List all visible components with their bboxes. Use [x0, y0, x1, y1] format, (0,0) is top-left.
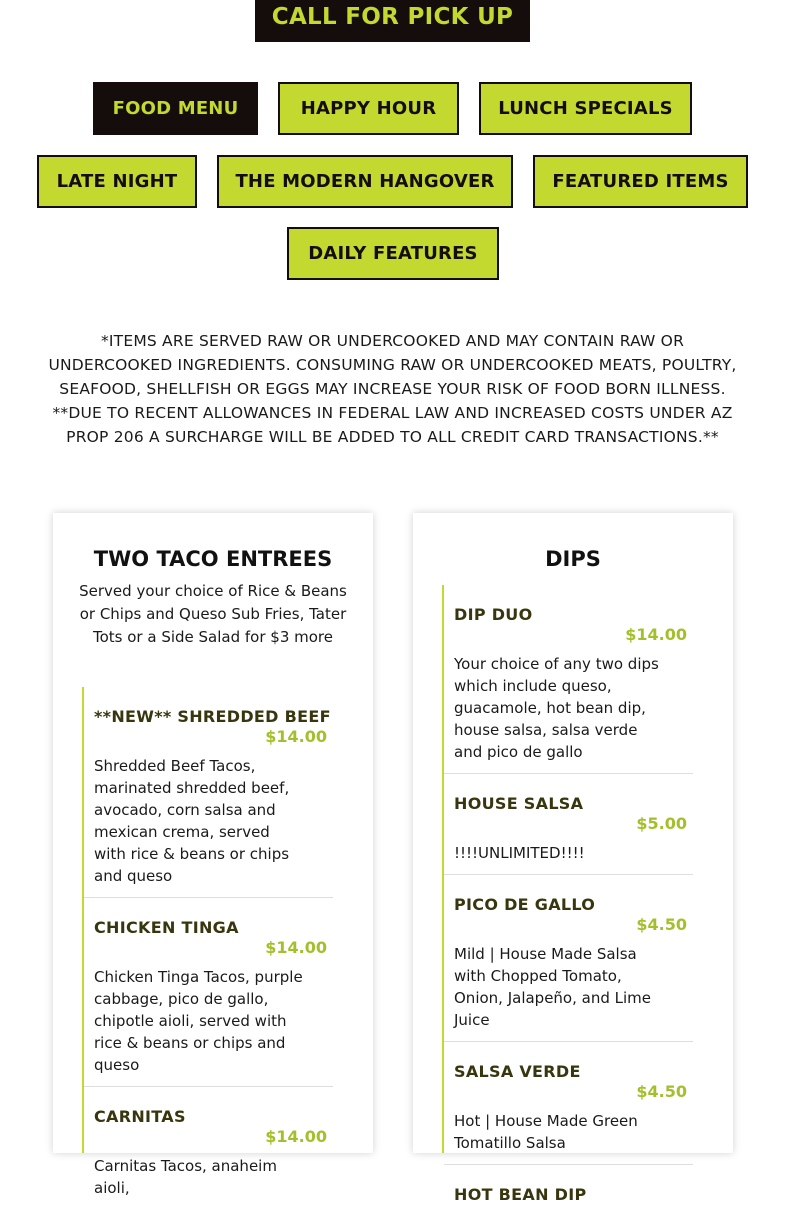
- menu-item-name: HOT BEAN DIP: [454, 1185, 587, 1204]
- menu-item: [444, 875, 693, 1042]
- menu-item: [84, 1087, 333, 1209]
- menu-item-price: $14.00: [625, 625, 687, 644]
- menu-item: [444, 1165, 693, 1205]
- menu-item-price: $4.50: [636, 1082, 687, 1101]
- tab-daily-features[interactable]: DAILY FEATURES: [287, 227, 499, 280]
- menu-item-name: DIP DUO: [454, 605, 533, 624]
- menu-item-price: $14.00: [265, 727, 327, 746]
- menu-item: [444, 1042, 693, 1165]
- menu-section-two-taco-entrees: [53, 513, 373, 1197]
- menu-item-description: Your choice of any two dips which include queso, guacamole, hot bean dip, house salsa, salsa verde and pico de gallo: [454, 655, 659, 761]
- call-for-pickup-button[interactable]: CALL FOR PICK UP: [255, 0, 530, 42]
- menu-section-dips: [413, 513, 733, 1204]
- menu-item: [84, 687, 333, 898]
- menu-item-name: SALSA VERDE: [454, 1062, 581, 1081]
- tab-featured-items[interactable]: FEATURED ITEMS: [533, 155, 748, 208]
- menu-item-price: $14.00: [265, 1127, 327, 1146]
- tab-late-night[interactable]: LATE NIGHT: [37, 155, 197, 208]
- menu-item-name: CHICKEN TINGA: [94, 918, 239, 937]
- menu-item-name: HOUSE SALSA: [454, 794, 584, 813]
- menu-item-description: Carnitas Tacos, anaheim aioli,: [94, 1157, 277, 1197]
- tab-happy-hour[interactable]: HAPPY HOUR: [278, 82, 459, 135]
- tab-the-modern-hangover[interactable]: THE MODERN HANGOVER: [217, 155, 513, 208]
- menu-item-description: Shredded Beef Tacos, marinated shredded beef, avocado, corn salsa and mexican crema, served with rice & beans or chips and queso: [94, 757, 290, 885]
- menu-item-list: [442, 585, 693, 1204]
- menu-item-description: Mild | House Made Salsa with Chopped Tomato, Onion, Jalapeño, and Lime Juice: [454, 945, 651, 1029]
- menu-item-price: $4.50: [636, 915, 687, 934]
- menu-item-price: $5.00: [636, 814, 687, 833]
- allergen-surcharge-notice: *ITEMS ARE SERVED RAW OR UNDERCOOKED AND MAY CONTAIN RAW OR UNDERCOOKED INGREDIENTS. CONSUMING RAW OR UNDERCOOKED MEATS, POULTRY, SEAFOOD, SHELLFISH OR EGGS MAY INCREASE YOUR RISK OF FOOD BORN ILLNESS. **DUE TO RECENT ALLOWANCES IN FEDERAL LAW AND INCREASED COSTS UNDER AZ PROP 206 A SURCHARGE WILL BE ADDED TO ALL CREDIT CARD TRANSACTIONS.**: [48, 332, 737, 446]
- menu-item-name: PICO DE GALLO: [454, 895, 596, 914]
- menu-item-description: Hot | House Made Green Tomatillo Salsa: [454, 1112, 638, 1152]
- section-subtitle: Served your choice of Rice & Beans or Chips and Queso Sub Fries, Tater Tots or a Side Salad for $3 more: [79, 582, 347, 646]
- menu-item-description: !!!!UNLIMITED!!!!: [454, 844, 585, 862]
- menu-item: [444, 585, 693, 774]
- tab-lunch-specials[interactable]: LUNCH SPECIALS: [479, 82, 692, 135]
- menu-item-list: [82, 687, 333, 1197]
- menu-item-name: CARNITAS: [94, 1107, 186, 1126]
- section-title: DIPS: [545, 547, 601, 571]
- tab-food-menu[interactable]: FOOD MENU: [93, 82, 258, 135]
- menu-item-name: **NEW** SHREDDED BEEF: [94, 707, 331, 726]
- menu-item: [84, 898, 333, 1087]
- menu-item: [444, 774, 693, 875]
- section-title: TWO TACO ENTREES: [93, 547, 333, 571]
- menu-item-description: Chicken Tinga Tacos, purple cabbage, pico de gallo, chipotle aioli, served with rice & beans or chips and queso: [94, 968, 303, 1074]
- menu-item-price: $14.00: [265, 938, 327, 957]
